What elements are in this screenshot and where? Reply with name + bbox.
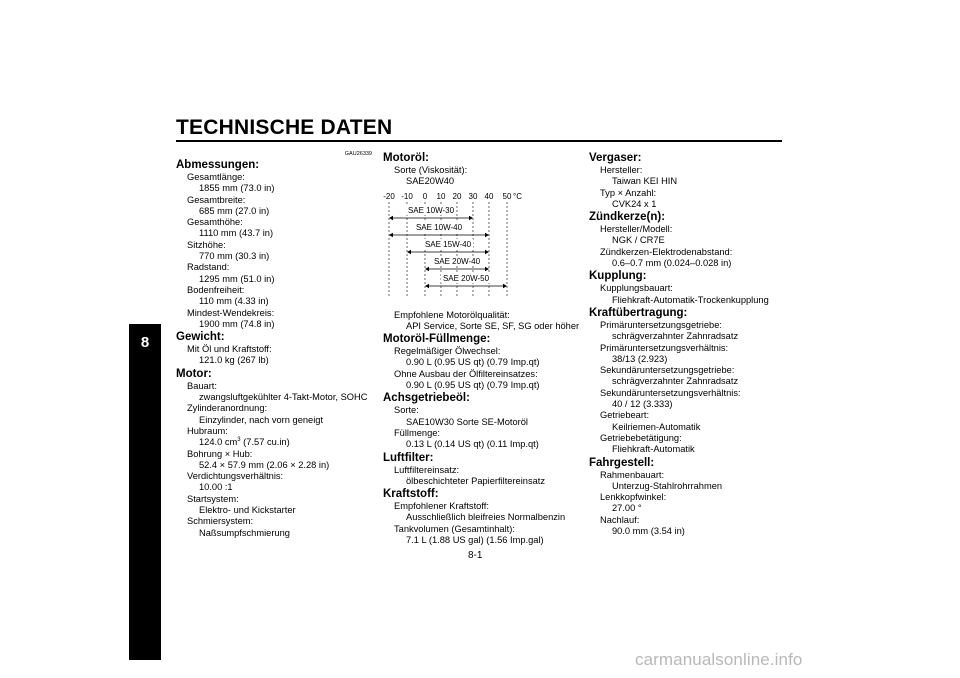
range-arrow-right [485, 266, 489, 270]
spec-label: Hersteller/Modell: [600, 224, 673, 235]
document-code: GAU26339 [344, 151, 372, 157]
spec-label: Getriebeart: [600, 410, 650, 421]
watermark: carmanualsonline.info [635, 650, 803, 669]
tick-label: 30 [468, 191, 478, 201]
range-arrow-right [469, 215, 473, 219]
heading-chassis: Fahrgestell: [589, 456, 655, 469]
range-arrow-right [485, 249, 489, 253]
spec-value: 52.4 × 57.9 mm (2.06 × 2.28 in) [199, 459, 330, 470]
tick-label: 40 [484, 191, 494, 201]
spec-value: 0.90 L (0.95 US qt) (0.79 Imp.qt) [406, 380, 540, 391]
series-label: SAE 15W-40 [424, 239, 472, 249]
spec-value: Einzylinder, nach vorn geneigt [199, 414, 324, 425]
spec-value: 38/13 (2.923) [612, 353, 668, 364]
spec-label: Startsystem: [187, 493, 239, 504]
range-arrow-right [503, 283, 507, 287]
spec-value: 7.1 L (1.88 US gal) (1.56 Imp.gal) [406, 535, 544, 546]
spec-label: Sorte (Viskosität): [394, 165, 468, 175]
displacement-imperial: (7.57 cu.in) [240, 437, 290, 448]
range-arrow-left [425, 283, 429, 287]
heading-engine-oil: Motoröl: [383, 152, 429, 164]
spec-label: Hubraum: [187, 425, 228, 436]
heading-air-filter: Luftfilter: [383, 451, 434, 464]
spec-value: NGK / CR7E [612, 235, 665, 246]
range-arrow-left [389, 215, 393, 219]
spec-label: Gesamtbreite: [187, 194, 246, 205]
spec-label: Tankvolumen (Gesamtinhalt): [394, 523, 515, 534]
spec-label: Rahmenbauart: [600, 469, 665, 480]
unit-label: °C [513, 191, 522, 201]
spec-value: 1110 mm (43.7 in) [199, 228, 274, 239]
spec-value: Keilriemen-Automatik [612, 421, 701, 432]
series-label: SAE 10W-30 [407, 205, 455, 215]
spec-label: Typ × Anzahl: [600, 187, 657, 198]
spec-value: API Service, Sorte SE, SF, SG oder höher [406, 320, 580, 331]
spec-label: Sorte: [394, 405, 419, 416]
series-label: SAE 10W-40 [415, 222, 463, 232]
spec-label: Zündkerzen-Elektrodenabstand: [600, 246, 733, 257]
oil-viscosity-chart [383, 190, 543, 306]
title-rule [176, 140, 782, 142]
spec-label: Bodenfreiheit: [187, 284, 245, 295]
page-title: TECHNISCHE DATEN [176, 116, 393, 139]
heading-carburetor: Vergaser: [589, 152, 642, 164]
heading-oil-capacity: Motoröl-Füllmenge: [383, 333, 491, 346]
spec-label: Mit Öl und Kraftstoff: [187, 344, 272, 355]
spec-label: Getriebebetätigung: [600, 432, 682, 443]
heading-fuel: Kraftstoff: [383, 488, 439, 501]
spec-value: zwangsluftgekühlter 4-Takt-Motor, SOHC [199, 392, 368, 403]
spec-label: Lenkkopfwinkel: [600, 492, 667, 503]
tick-label: 0 [422, 191, 428, 201]
column-3 [589, 151, 789, 537]
spec-value: schrägverzahnter Zahnradsatz [612, 331, 739, 342]
spec-value: SAE10W30 Sorte SE-Motoröl [406, 416, 528, 427]
spec-value: 1855 mm (73.0 in) [199, 183, 275, 194]
spec-label: Verdichtungsverhältnis: [187, 471, 284, 482]
spec-value: 770 mm (30.3 in) [199, 251, 270, 262]
heading-final-gear-oil: Achsgetriebeöl: [383, 392, 470, 405]
spec-label: Schmiersystem: [187, 516, 254, 527]
spec-label: Bauart: [187, 380, 217, 391]
heading-spark-plug: Zündkerze(n): [589, 211, 666, 224]
spec-value: Naßsumpfschmierung [199, 527, 290, 538]
spec-value [176, 437, 372, 448]
spec-value: Fliehkraft-Automatik-Trockenkupplung [612, 294, 769, 305]
spec-value: 40 / 12 (3.333) [612, 399, 673, 410]
spec-value: 10.00 :1 [199, 482, 233, 493]
spec-value: 1900 mm (74.8 in) [199, 318, 275, 329]
spec-label: Bohrung × Hub: [187, 448, 253, 459]
spec-value: Unterzug-Stahlrohrrahmen [612, 480, 723, 491]
spec-label: Sitzhöhe: [187, 239, 226, 250]
spec-value: 1295 mm (51.0 in) [199, 273, 275, 284]
spec-value: Fliehkraft-Automatik [612, 444, 695, 455]
spec-label: Gesamthöhe: [187, 217, 243, 228]
spec-value: SAE20W40 [406, 176, 455, 187]
column-1 [176, 151, 372, 539]
page-number: 8-1 [468, 550, 483, 561]
range-arrow-left [389, 232, 393, 236]
superscript: 3 [237, 437, 241, 444]
spec-value: 0.90 L (0.95 US qt) (0.79 Imp.qt) [406, 357, 540, 368]
spec-value: 0.6–0.7 mm (0.024–0.028 in) [612, 258, 732, 269]
displacement-value: 124.0 cm [199, 437, 238, 448]
spec-value: 110 mm (4.33 in) [199, 296, 269, 307]
spec-label: Nachlauf: [600, 514, 640, 525]
spec-value: 27.00 ° [612, 503, 642, 514]
spec-value: 0.13 L (0.14 US qt) (0.11 Imp.qt) [406, 439, 539, 450]
spec-value: ölbeschichteter Papierfiltereinsatz [406, 475, 546, 486]
heading-dimensions: Abmessungen: [176, 159, 260, 171]
spec-value: schrägverzahnter Zahnradsatz [612, 376, 739, 387]
spec-label: Empfohlene Motorölqualität: [394, 309, 510, 320]
spec-value: 121.0 kg (267 lb) [199, 355, 269, 366]
series-label: SAE 20W-50 [442, 273, 490, 283]
spec-label: Luftfiltereinsatz: [394, 464, 460, 475]
column-2 [383, 151, 583, 546]
spec-label: Radstand: [187, 262, 230, 273]
range-arrow-left [407, 249, 411, 253]
tick-label: 10 [436, 191, 446, 201]
spec-label: Hersteller: [600, 165, 643, 175]
spec-value: Ausschließlich bleifreies Normalbenzin [406, 512, 566, 523]
tick-label: -20 [383, 191, 395, 201]
heading-clutch: Kupplung: [589, 270, 647, 283]
spec-value: 685 mm (27.0 in) [199, 205, 270, 216]
spec-label: Kupplungsbauart: [600, 283, 673, 294]
spec-label: Regelmäßiger Ölwechsel: [394, 346, 501, 357]
range-arrow-right [485, 232, 489, 236]
spec-label: Mindest-Wendekreis: [187, 307, 275, 318]
spec-label: Füllmenge: [394, 427, 440, 438]
spec-label: Zylinderanordnung: [187, 403, 268, 414]
chapter-number: 8 [140, 334, 150, 351]
spec-label: Sekundäruntersetzungsverhältnis: [600, 387, 741, 398]
heading-transmission: Kraftübertragung: [589, 306, 688, 319]
heading-weight: Gewicht: [176, 331, 225, 344]
spec-value: 90.0 mm (3.54 in) [612, 526, 685, 537]
spec-label: Ohne Ausbau der Ölfiltereinsatzes: [394, 368, 538, 379]
series-label: SAE 20W-40 [433, 256, 481, 266]
spec-label: Primäruntersetzungsgetriebe: [600, 319, 722, 330]
tick-label: -10 [401, 191, 413, 201]
spec-label: Gesamtlänge: [187, 172, 245, 182]
spec-value: Elektro- und Kickstarter [199, 505, 296, 516]
spec-label: Primäruntersetzungsverhältnis: [600, 342, 729, 353]
range-arrow-left [425, 266, 429, 270]
spec-value: CVK24 x 1 [612, 198, 657, 209]
spec-value: Taiwan KEI HIN [612, 176, 678, 187]
tick-label: 50 [502, 191, 512, 201]
tick-label: 20 [452, 191, 462, 201]
heading-engine: Motor: [176, 367, 212, 380]
spec-label: Empfohlener Kraftstoff: [394, 501, 489, 512]
chapter-tab [129, 324, 161, 660]
spec-label: Sekundäruntersetzungsgetriebe: [600, 365, 735, 376]
